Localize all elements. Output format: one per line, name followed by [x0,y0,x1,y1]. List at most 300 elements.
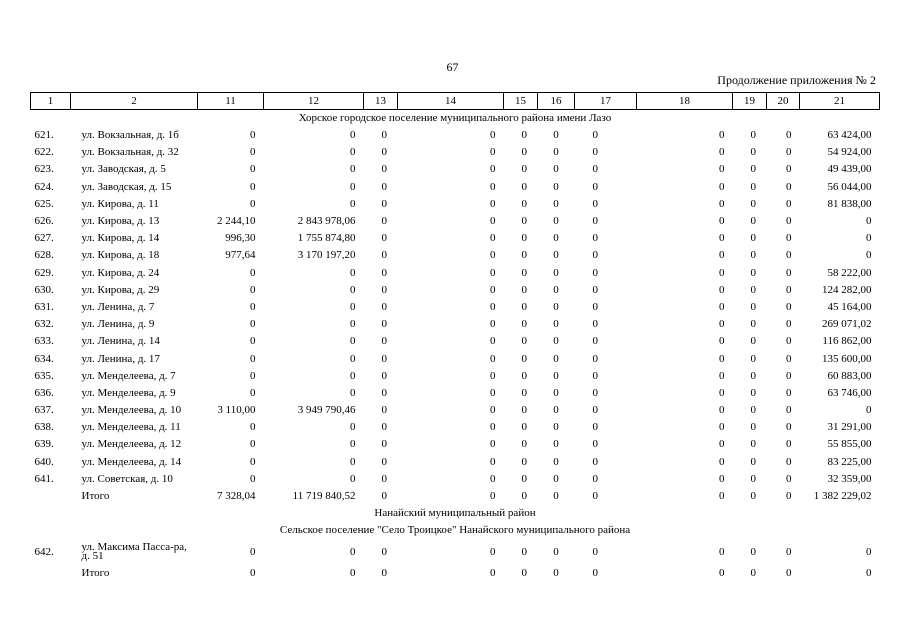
value-c19: 0 [750,129,756,142]
value-c18: 0 [719,146,725,159]
address: ул. Ленина, д. 17 [81,352,160,365]
table-row [31,282,880,299]
value-c18: 0 [719,421,725,434]
value-c17: 0 [592,249,598,262]
value-c17: 0 [592,129,598,142]
value-c14: 0 [490,369,496,382]
column-numbers-header [31,93,880,110]
value-c18: 0 [719,545,725,558]
value-c15: 0 [521,404,527,417]
address: ул. Менделеева, д. 10 [81,404,182,417]
value-c21: 0 [866,249,872,262]
value-c15: 0 [521,266,527,279]
value-c13: 0 [381,404,387,417]
value-c21: 56 044,00 [827,180,872,193]
value-c13: 0 [381,352,387,365]
value-c15: 0 [521,352,527,365]
value-c19: 0 [750,146,756,159]
column-header: 11 [198,93,264,110]
value-c17: 0 [592,197,598,210]
value-c17: 0 [592,438,598,451]
value-c11: 3 110,00 [217,404,256,417]
value-c20: 0 [786,300,792,313]
value-c12: 0 [350,335,356,348]
value-c20: 0 [786,404,792,417]
value-c15: 0 [521,369,527,382]
value-c17: 0 [592,180,598,193]
value-c11: 0 [250,472,256,485]
value-c11: 0 [250,421,256,434]
section-troitskoe [31,522,880,539]
value-c13: 0 [381,490,387,503]
row-number: 641. [34,472,54,485]
value-c15: 0 [521,197,527,210]
value-c12: 0 [350,163,356,176]
value-c17: 0 [592,335,598,348]
value-c18: 0 [719,438,725,451]
value-c21: 81 838,00 [827,197,872,210]
value-c20: 0 [786,266,792,279]
value-c14: 0 [490,266,496,279]
value-c12: 2 843 978,06 [297,215,356,228]
value-c19: 0 [750,386,756,399]
column-header: 16 [538,93,575,110]
value-c17: 0 [592,352,598,365]
value-c13: 0 [381,386,387,399]
value-c16: 0 [553,283,559,296]
value-c16: 0 [553,421,559,434]
value-c21: 63 746,00 [827,386,872,399]
value-c16: 0 [553,490,559,503]
value-c17: 0 [592,545,598,558]
value-c17: 0 [592,490,598,503]
table-row [31,471,880,488]
value-c16: 0 [553,335,559,348]
row-number: 640. [34,455,54,468]
total-row [31,565,880,582]
value-c11: 0 [250,300,256,313]
value-c14: 0 [490,567,496,580]
address: ул. Заводская, д. 5 [81,163,166,176]
continuation-caption: Продолжение приложения № 2 [717,73,876,87]
value-c11: 7 328,04 [217,490,256,503]
table-row [31,333,880,350]
table-row [31,316,880,333]
value-c13: 0 [381,438,387,451]
value-c13: 0 [381,567,387,580]
value-c18: 0 [719,232,725,245]
row-number: 628. [34,249,54,262]
value-c17: 0 [592,386,598,399]
value-c14: 0 [490,386,496,399]
value-c18: 0 [719,369,725,382]
value-c21: 0 [866,545,872,558]
value-c18: 0 [719,455,725,468]
value-c11: 0 [250,369,256,382]
value-c11: 0 [250,438,256,451]
row-number [31,488,71,505]
value-c13: 0 [381,197,387,210]
value-c15: 0 [521,146,527,159]
value-c19: 0 [750,300,756,313]
address: ул. Кирова, д. 24 [81,266,160,279]
row-number: 635. [34,369,54,382]
table-row [31,127,880,144]
value-c20: 0 [786,163,792,176]
value-c21: 83 225,00 [827,455,872,468]
value-c14: 0 [490,352,496,365]
value-c19: 0 [750,567,756,580]
value-c18: 0 [719,300,725,313]
value-c16: 0 [553,386,559,399]
value-c17: 0 [592,300,598,313]
value-c13: 0 [381,300,387,313]
value-c20: 0 [786,180,792,193]
value-c14: 0 [490,283,496,296]
value-c20: 0 [786,215,792,228]
table-row [31,368,880,385]
value-c21: 135 600,00 [822,352,872,365]
value-c21: 32 359,00 [827,472,872,485]
value-c20: 0 [786,352,792,365]
column-header: 13 [364,93,398,110]
value-c14: 0 [490,490,496,503]
value-c19: 0 [750,163,756,176]
table-body [31,110,880,583]
value-c12: 0 [350,318,356,331]
value-c11: 0 [250,352,256,365]
value-c14: 0 [490,129,496,142]
value-c13: 0 [381,472,387,485]
value-c21: 49 439,00 [827,163,872,176]
value-c16: 0 [553,180,559,193]
value-c16: 0 [553,232,559,245]
value-c11: 0 [250,567,256,580]
address: ул. Вокзальная, д. 1б [81,129,179,142]
value-c16: 0 [553,146,559,159]
value-c17: 0 [592,455,598,468]
value-c19: 0 [750,490,756,503]
column-header: 14 [398,93,504,110]
total-label: Итого [81,490,110,503]
value-c17: 0 [592,421,598,434]
value-c16: 0 [553,300,559,313]
value-c19: 0 [750,421,756,434]
value-c14: 0 [490,197,496,210]
value-c13: 0 [381,455,387,468]
value-c11: 0 [250,386,256,399]
value-c13: 0 [381,283,387,296]
value-c14: 0 [490,472,496,485]
value-c21: 54 924,00 [827,146,872,159]
value-c20: 0 [786,386,792,399]
value-c12: 0 [350,146,356,159]
value-c20: 0 [786,197,792,210]
table-row [31,385,880,402]
value-c21: 116 862,00 [822,335,872,348]
address: ул. Кирова, д. 18 [81,249,160,262]
value-c15: 0 [521,335,527,348]
value-c11: 0 [250,455,256,468]
value-c20: 0 [786,421,792,434]
value-c18: 0 [719,180,725,193]
value-c15: 0 [521,249,527,262]
value-c15: 0 [521,472,527,485]
address: ул. Менделеева, д. 7 [81,369,176,382]
value-c12: 1 755 874,80 [297,232,356,245]
value-c17: 0 [592,266,598,279]
value-c20: 0 [786,567,792,580]
value-c13: 0 [381,163,387,176]
value-c12: 0 [350,472,356,485]
address: ул. Ленина, д. 14 [81,335,160,348]
value-c21: 55 855,00 [827,438,872,451]
value-c17: 0 [592,369,598,382]
row-number: 632. [34,318,54,331]
value-c16: 0 [553,249,559,262]
value-c18: 0 [719,335,725,348]
value-c15: 0 [521,386,527,399]
value-c19: 0 [750,283,756,296]
value-c12: 0 [350,266,356,279]
value-c13: 0 [381,249,387,262]
row-number: 622. [34,146,54,159]
value-c18: 0 [719,266,725,279]
data-table [30,92,880,582]
value-c19: 0 [750,404,756,417]
value-c13: 0 [381,232,387,245]
row-number: 631. [34,300,54,313]
value-c13: 0 [381,129,387,142]
table-row [31,454,880,471]
value-c11: 2 244,10 [217,215,256,228]
value-c20: 0 [786,318,792,331]
value-c15: 0 [521,232,527,245]
value-c16: 0 [553,455,559,468]
value-c14: 0 [490,335,496,348]
value-c19: 0 [750,215,756,228]
value-c14: 0 [490,421,496,434]
value-c15: 0 [521,490,527,503]
value-c19: 0 [750,318,756,331]
value-c21: 58 222,00 [827,266,872,279]
value-c21: 31 291,00 [827,421,872,434]
column-header: 19 [733,93,767,110]
value-c19: 0 [750,266,756,279]
value-c20: 0 [786,335,792,348]
table-row [31,402,880,419]
address: ул. Менделеева, д. 14 [81,455,182,468]
value-c19: 0 [750,232,756,245]
value-c11: 0 [250,335,256,348]
value-c21: 124 282,00 [822,283,872,296]
value-c17: 0 [592,472,598,485]
value-c17: 0 [592,318,598,331]
value-c11: 0 [250,545,256,558]
value-c14: 0 [490,232,496,245]
column-header: 21 [800,93,880,110]
value-c18: 0 [719,352,725,365]
value-c15: 0 [521,129,527,142]
value-c17: 0 [592,404,598,417]
address: ул. Ленина, д. 9 [81,318,155,331]
value-c20: 0 [786,146,792,159]
value-c18: 0 [719,163,725,176]
address: ул. Кирова, д. 11 [81,197,159,210]
column-header: 17 [575,93,637,110]
value-c16: 0 [553,318,559,331]
value-c11: 0 [250,146,256,159]
row-number: 627. [34,232,54,245]
value-c21: 0 [866,215,872,228]
value-c14: 0 [490,300,496,313]
value-c12: 3 170 197,20 [297,249,356,262]
value-c17: 0 [592,146,598,159]
value-c19: 0 [750,472,756,485]
value-c20: 0 [786,490,792,503]
value-c14: 0 [490,318,496,331]
section-title: Сельское поселение "Село Троицкое" Нанайского муниципального района [279,524,631,537]
value-c21: 0 [866,567,872,580]
value-c13: 0 [381,318,387,331]
value-c16: 0 [553,404,559,417]
value-c15: 0 [521,180,527,193]
row-number: 634. [34,352,54,365]
value-c15: 0 [521,300,527,313]
value-c20: 0 [786,369,792,382]
page-number: 67 [446,60,459,74]
row-number: 629. [34,266,54,279]
address: ул. Вокзальная, д. 32 [81,146,179,159]
value-c20: 0 [786,545,792,558]
value-c13: 0 [381,146,387,159]
value-c13: 0 [381,266,387,279]
table-row [31,299,880,316]
value-c12: 3 949 790,46 [297,404,356,417]
value-c18: 0 [719,386,725,399]
section-title: Хорское городское поселение муниципального района имени Лазо [298,112,612,124]
value-c19: 0 [750,352,756,365]
value-c15: 0 [521,318,527,331]
value-c21: 63 424,00 [827,129,872,142]
total-label: Итого [81,567,110,580]
value-c16: 0 [553,352,559,365]
value-c11: 0 [250,197,256,210]
value-c18: 0 [719,404,725,417]
section-lazo [31,110,880,128]
value-c21: 0 [866,232,872,245]
row-number [31,565,71,582]
value-c13: 0 [381,369,387,382]
value-c13: 0 [381,545,387,558]
value-c20: 0 [786,249,792,262]
value-c13: 0 [381,421,387,434]
value-c16: 0 [553,266,559,279]
value-c13: 0 [381,335,387,348]
value-c16: 0 [553,472,559,485]
value-c19: 0 [750,197,756,210]
value-c19: 0 [750,455,756,468]
address: ул. Кирова, д. 13 [81,215,160,228]
value-c16: 0 [553,567,559,580]
value-c14: 0 [490,455,496,468]
value-c15: 0 [521,215,527,228]
value-c16: 0 [553,545,559,558]
value-c19: 0 [750,335,756,348]
value-c12: 0 [350,386,356,399]
value-c19: 0 [750,545,756,558]
value-c14: 0 [490,438,496,451]
value-c15: 0 [521,283,527,296]
row-number: 633. [34,335,54,348]
total-row [31,488,880,505]
value-c13: 0 [381,180,387,193]
value-c18: 0 [719,472,725,485]
address: ул. Максима Пасса-ра, д. 51 [81,540,187,563]
table-row [31,539,880,565]
row-number: 624. [34,180,54,193]
value-c17: 0 [592,163,598,176]
value-c19: 0 [750,249,756,262]
value-c15: 0 [521,163,527,176]
row-number: 639. [34,438,54,451]
column-header: 12 [264,93,364,110]
value-c15: 0 [521,567,527,580]
address: ул. Менделеева, д. 9 [81,386,176,399]
value-c18: 0 [719,197,725,210]
row-number: 638. [34,421,54,434]
table-row [31,247,880,264]
value-c11: 0 [250,318,256,331]
table-row [31,144,880,161]
table-row [31,213,880,230]
value-c12: 0 [350,455,356,468]
table-row [31,161,880,178]
address: ул. Кирова, д. 29 [81,283,160,296]
value-c14: 0 [490,180,496,193]
table-row [31,196,880,213]
column-header: 1 [31,93,71,110]
value-c18: 0 [719,318,725,331]
value-c16: 0 [553,438,559,451]
value-c11: 977,64 [225,249,256,262]
row-number: 621. [34,129,54,142]
value-c14: 0 [490,545,496,558]
value-c15: 0 [521,421,527,434]
value-c18: 0 [719,490,725,503]
value-c12: 0 [350,545,356,558]
value-c11: 0 [250,266,256,279]
value-c16: 0 [553,163,559,176]
value-c21: 1 382 229,02 [813,490,872,503]
value-c11: 0 [250,180,256,193]
value-c12: 0 [350,567,356,580]
value-c20: 0 [786,455,792,468]
value-c20: 0 [786,438,792,451]
address: ул. Менделеева, д. 12 [81,438,182,451]
table-row [31,179,880,196]
value-c12: 0 [350,283,356,296]
value-c12: 0 [350,197,356,210]
value-c19: 0 [750,180,756,193]
value-c20: 0 [786,472,792,485]
value-c16: 0 [553,215,559,228]
row-number: 626. [34,215,54,228]
value-c13: 0 [381,215,387,228]
value-c18: 0 [719,567,725,580]
address: ул. Кирова, д. 14 [81,232,160,245]
section-title: Нанайский муниципальный район [374,507,536,520]
